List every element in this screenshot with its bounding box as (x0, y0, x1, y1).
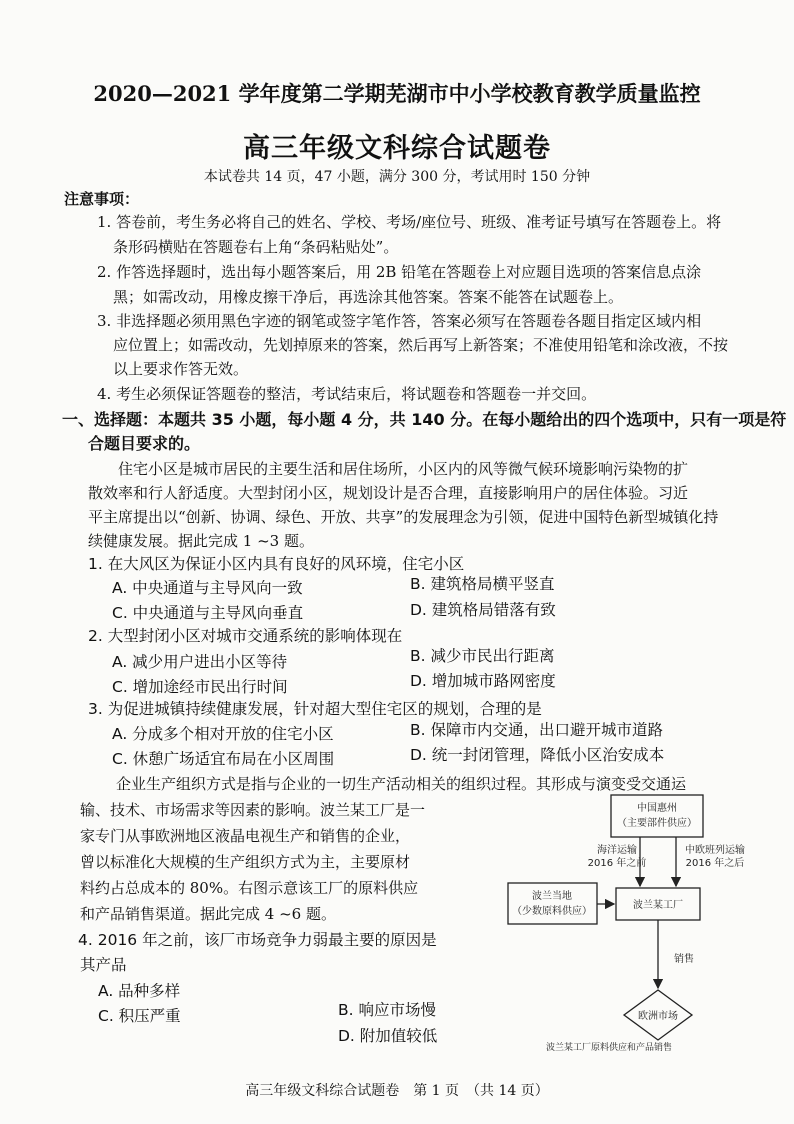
option-a: A. 中央通道与主导风向一致 (112, 579, 303, 597)
option-a: A. 分成多个相对开放的住宅小区 (112, 725, 334, 743)
sea-route-label: 海洋运输 (597, 845, 637, 856)
question-stem: 4. 2016 年之前，该厂市场竞争力弱最主要的原因是 (78, 931, 437, 949)
china-supplier-sublabel: （主要部件供应） (617, 818, 697, 829)
diagram-caption: 波兰某工厂原料供应和产品销售 (545, 1043, 673, 1053)
passage-line: 散效率和行人舒适度。大型封闭小区，规划设计是否合理，直接影响用户的居住体验。习近 (88, 484, 689, 502)
rail-route-period: 2016 年之后 (685, 858, 745, 869)
page-header-line: 2020—2021 学年度第二学期芜湖市中小学校教育教学质量监控 (93, 81, 701, 106)
note-line: 条形码横贴在答题卷右上角“条码粘贴处”。 (113, 238, 399, 256)
question-stem: 3. 为促进城镇持续健康发展，针对超大型住宅区的规划，合理的是 (88, 700, 542, 718)
rail-route-label: 中欧班列运输 (685, 845, 745, 856)
sales-label: 销售 (674, 954, 694, 965)
passage-line: 输、技术、市场需求等因素的影响。波兰某工厂是一 (80, 801, 426, 819)
section-heading-cont: 合题目要求的。 (88, 434, 201, 453)
option-d: D. 建筑格局错落有致 (410, 601, 556, 619)
passage-line: 住宅小区是城市居民的主要生活和居住场所，小区内的风等微气候环境影响污染物的扩 (118, 460, 689, 478)
passage-line: 企业生产组织方式是指与企业的一切生产活动相关的组织过程。其形成与演变受交通运 (116, 775, 687, 793)
question-stem: 2. 大型封闭小区对城市交通系统的影响体现在 (88, 627, 403, 645)
note-line: 4. 考生必须保证答题卷的整洁，考试结束后，将试题卷和答题卷一并交回。 (97, 385, 597, 403)
passage-line: 平主席提出以“创新、协调、绿色、开放、共享”的发展理念为引领，促进中国特色新型城镇化持 (88, 508, 719, 526)
local-supplier-sublabel: （少数原料供应） (512, 906, 592, 917)
option-b: B. 减少市民出行距离 (410, 647, 555, 665)
option-b: B. 保障市内交通，出口避开城市道路 (410, 721, 663, 739)
china-supplier-label: 中国惠州 (637, 803, 677, 814)
passage-line: 曾以标准化大规模的生产组织方式为主，主要原材 (80, 853, 411, 871)
passage-line: 料约占总成本的 80%。右图示意该工厂的原料供应 (80, 879, 419, 897)
option-c: C. 休憩广场适宜布局在小区周围 (112, 750, 335, 768)
note-line: 3. 非选择题必须用黑色字迹的钢笔或签字笔作答，答案必须写在答题卷各题目指定区域内相 (97, 312, 702, 330)
option-a: A. 减少用户进出小区等待 (112, 653, 288, 671)
option-d: D. 附加值较低 (338, 1027, 438, 1045)
passage-line: 续健康发展。据此完成 1 ~3 题。 (88, 532, 314, 550)
paper-title: 高三年级文科综合试题卷 (243, 133, 551, 164)
note-line: 2. 作答选择题时，选出每小题答案后，用 2B 铅笔在答题卷上对应题目选项的答案信息点涂 (97, 263, 702, 281)
note-line: 1. 答卷前，考生务必将自己的姓名、学校、考场/座位号、班级、准考证号填写在答题卷上。将 (97, 213, 722, 231)
option-b: B. 响应市场慢 (338, 1001, 436, 1019)
option-c: C. 积压严重 (98, 1007, 181, 1025)
option-b: B. 建筑格局横平竖直 (410, 575, 555, 593)
sea-route-period: 2016 年之前 (587, 858, 647, 869)
option-a: A. 品种多样 (98, 982, 181, 1000)
passage-line: 家专门从事欧洲地区液晶电视生产和销售的企业， (80, 827, 411, 845)
option-c: C. 增加途经市民出行时间 (112, 678, 288, 696)
question-stem-cont: 其产品 (80, 956, 127, 974)
factory-label: 波兰某工厂 (633, 900, 683, 911)
paper-meta: 本试卷共 14 页，47 小题，满分 300 分，考试用时 150 分钟 (203, 169, 591, 185)
market-label: 欧洲市场 (638, 1011, 678, 1022)
option-d: D. 增加城市路网密度 (410, 672, 556, 690)
section-heading: 一、选择题：本题共 35 小题，每小题 4 分，共 140 分。在每小题给出的四个选项中，只有一项是符 (62, 410, 787, 429)
option-c: C. 中央通道与主导风向垂直 (112, 604, 304, 622)
china-supplier-box (611, 795, 703, 837)
notes-heading: 注意事项： (64, 190, 140, 208)
local-supplier-label: 波兰当地 (532, 891, 572, 902)
note-line: 黑；如需改动，用橡皮擦干净后，再选涂其他答案。答案不能答在试题卷上。 (113, 288, 624, 306)
page-footer: 高三年级文科综合试题卷 第 1 页 （共 14 页） (245, 1083, 549, 1099)
note-line: 以上要求作答无效。 (113, 360, 249, 378)
question-stem: 1. 在大风区为保证小区内具有良好的风环境，住宅小区 (88, 555, 465, 573)
passage-line: 和产品销售渠道。据此完成 4 ~6 题。 (80, 905, 336, 923)
local-supplier-box (508, 883, 597, 924)
note-line: 应位置上；如需改动，先划掉原来的答案，然后再写上新答案；不准使用铅笔和涂改液，不按 (113, 336, 729, 354)
option-d: D. 统一封闭管理，降低小区治安成本 (410, 746, 665, 764)
